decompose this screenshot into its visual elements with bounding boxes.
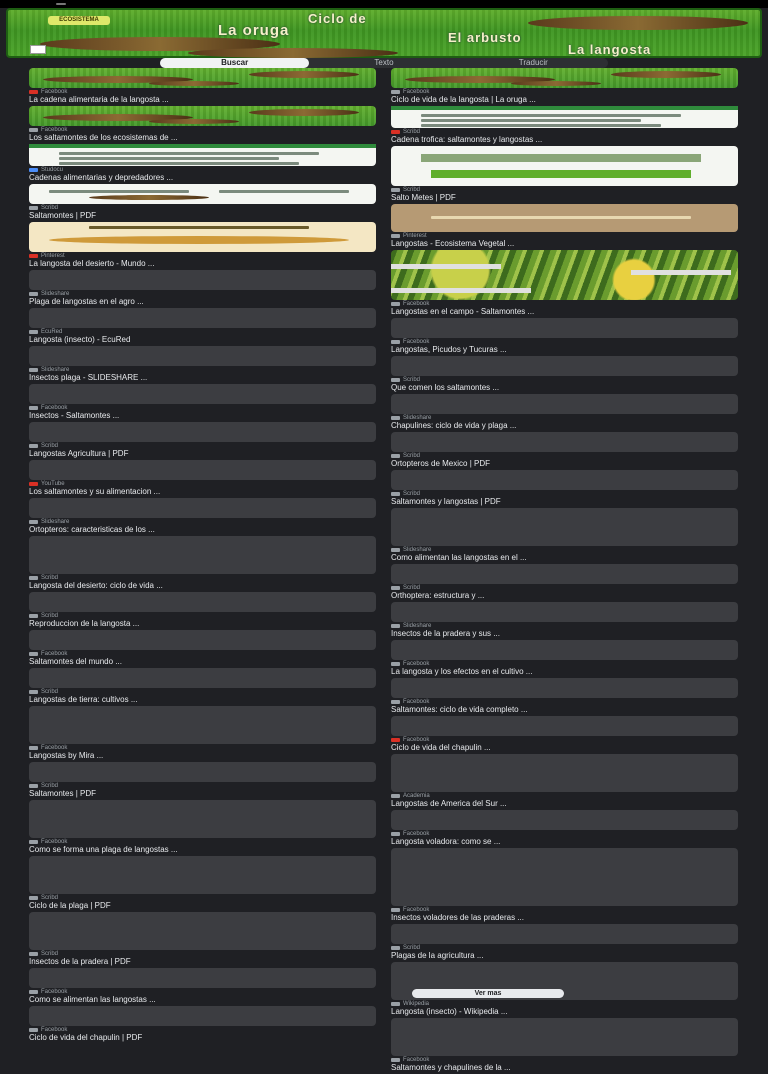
result-thumbnail[interactable] <box>391 754 738 792</box>
result-card[interactable] <box>391 678 738 714</box>
site-favicon-icon <box>391 416 400 420</box>
result-thumbnail[interactable] <box>391 470 738 490</box>
status-bar <box>0 0 768 8</box>
result-title[interactable]: La langosta del desierto - Mundo ... <box>29 259 155 268</box>
result-source-name: Scribd <box>403 377 421 383</box>
result-thumbnail[interactable] <box>29 762 376 782</box>
result-card[interactable] <box>29 384 376 420</box>
result-source-name: Scribd <box>41 205 59 211</box>
result-thumbnail[interactable] <box>391 924 738 944</box>
result-source-name: Academia <box>403 793 430 799</box>
result-thumbnail[interactable] <box>29 384 376 404</box>
result-title[interactable]: Como alimentan las langostas en el ... <box>391 553 527 562</box>
result-card[interactable] <box>391 106 738 144</box>
result-thumbnail[interactable] <box>29 592 376 612</box>
site-favicon-icon <box>391 700 400 704</box>
result-title[interactable]: Langosta voladora: como se ... <box>391 837 501 846</box>
site-favicon-icon <box>29 690 38 694</box>
result-card[interactable] <box>391 810 738 846</box>
result-source-name: Slideshare <box>403 415 432 421</box>
result-title[interactable]: Ciclo de vida de la langosta | La oruga ... <box>391 95 536 104</box>
site-favicon-icon <box>391 130 400 134</box>
result-title[interactable]: Plaga de langostas en el agro ... <box>29 297 144 306</box>
hero-chip <box>30 45 46 54</box>
result-card[interactable] <box>391 754 738 808</box>
result-thumbnail[interactable] <box>29 270 376 290</box>
result-source-name: Scribd <box>403 585 421 591</box>
result-title[interactable]: Como se alimentan las langostas ... <box>29 995 156 1004</box>
result-title[interactable]: Ortopteros: caracteristicas de los ... <box>29 525 155 534</box>
result-card[interactable] <box>391 68 738 104</box>
thumb-locust-shape <box>511 81 601 86</box>
result-card[interactable] <box>391 146 738 202</box>
result-title[interactable]: Langosta del desierto: ciclo de vida ... <box>29 581 163 590</box>
thumb-text-line <box>421 119 641 122</box>
site-favicon-icon <box>391 794 400 798</box>
site-favicon-icon <box>29 482 38 486</box>
thumb-text-line <box>59 152 319 155</box>
site-favicon-icon <box>391 662 400 666</box>
result-thumbnail[interactable] <box>391 678 738 698</box>
result-thumbnail[interactable] <box>29 222 376 252</box>
result-title[interactable]: Saltamontes y chapulines de la ... <box>391 1063 511 1072</box>
result-card[interactable] <box>29 184 376 220</box>
result-thumbnail[interactable] <box>391 508 738 546</box>
result-source-name: Slideshare <box>41 519 70 525</box>
result-card[interactable] <box>29 762 376 798</box>
result-card[interactable] <box>391 640 738 676</box>
result-card[interactable] <box>29 270 376 306</box>
result-title[interactable]: Que comen los saltamontes ... <box>391 383 500 392</box>
result-thumbnail[interactable] <box>391 810 738 830</box>
result-source-name: Scribd <box>41 575 59 581</box>
result-source-name: Facebook <box>403 661 430 667</box>
result-source-name: Slideshare <box>403 547 432 553</box>
result-title[interactable]: Langosta (insecto) - Wikipedia ... <box>391 1007 508 1016</box>
result-thumbnail[interactable] <box>29 422 376 442</box>
result-title[interactable]: Insectos plaga - SLIDESHARE ... <box>29 373 148 382</box>
result-source-name: Scribd <box>403 187 421 193</box>
thumb-text-line <box>421 114 681 117</box>
result-thumbnail[interactable] <box>29 968 376 988</box>
result-source-name: Scribd <box>41 443 59 449</box>
result-title[interactable]: Langostas en el campo - Saltamontes ... <box>391 307 535 316</box>
result-card[interactable] <box>391 848 738 922</box>
result-card[interactable] <box>391 508 738 562</box>
result-title[interactable]: Insectos - Saltamontes ... <box>29 411 120 420</box>
thumb-grasshopper-shape <box>249 109 359 116</box>
site-favicon-icon <box>29 652 38 656</box>
result-title[interactable]: Insectos voladores de las praderas ... <box>391 913 524 922</box>
result-title[interactable]: Insectos de la pradera | PDF <box>29 957 131 966</box>
tab-traducir[interactable]: Traducir <box>518 58 548 67</box>
thumb-text-line <box>431 216 691 219</box>
result-title[interactable]: Langostas, Picudos y Tucuras ... <box>391 345 507 354</box>
result-title[interactable]: Saltamontes | PDF <box>29 789 96 798</box>
result-card[interactable] <box>29 536 376 590</box>
result-source-name: Slideshare <box>41 367 70 373</box>
tab-texto[interactable]: Texto <box>374 58 394 67</box>
site-favicon-icon <box>391 548 400 552</box>
thumb-caption-band <box>391 264 501 269</box>
result-source-name: Scribd <box>41 613 59 619</box>
result-title[interactable]: Langostas de America del Sur ... <box>391 799 507 808</box>
result-title[interactable]: Reproduccion de la langosta ... <box>29 619 140 628</box>
result-source-name: Facebook <box>41 89 68 95</box>
result-thumbnail[interactable] <box>29 498 376 518</box>
result-title[interactable]: Saltamontes | PDF <box>29 211 96 220</box>
result-card[interactable] <box>29 1006 376 1042</box>
result-source-name: Pinterest <box>41 253 65 259</box>
site-favicon-icon <box>29 330 38 334</box>
result-title[interactable]: Plagas de la agricultura ... <box>391 951 484 960</box>
site-favicon-icon <box>29 746 38 750</box>
result-source-name: Facebook <box>403 907 430 913</box>
site-favicon-icon <box>29 576 38 580</box>
results-column-left <box>29 68 376 1044</box>
result-card[interactable] <box>29 592 376 628</box>
hero-text-2: La oruga <box>218 22 290 39</box>
result-title[interactable]: Langosta (insecto) - EcuRed <box>29 335 131 344</box>
result-source-name: Scribd <box>403 453 421 459</box>
thumb-text-line <box>59 162 299 165</box>
result-thumbnail[interactable] <box>29 668 376 688</box>
thumb-caption-band <box>391 288 531 293</box>
result-thumbnail[interactable] <box>391 106 738 128</box>
site-favicon-icon <box>391 946 400 950</box>
result-title[interactable]: Langostas de tierra: cultivos ... <box>29 695 138 704</box>
result-source-name: Facebook <box>403 89 430 95</box>
thumb-locust-shape <box>149 119 239 124</box>
result-thumbnail[interactable] <box>391 250 738 300</box>
result-thumbnail[interactable] <box>29 912 376 950</box>
tab-buscar[interactable]: Buscar <box>160 58 309 68</box>
thumb-chart-band <box>421 154 701 162</box>
result-card[interactable] <box>29 106 376 142</box>
site-favicon-icon <box>391 234 400 238</box>
result-card[interactable] <box>391 716 738 752</box>
thumb-grasshopper-shape <box>611 71 721 78</box>
site-favicon-icon <box>391 90 400 94</box>
thumb-header-band <box>391 106 738 110</box>
result-source-name: Scribd <box>41 895 59 901</box>
result-card[interactable] <box>29 460 376 496</box>
result-title[interactable]: Ciclo de la plaga | PDF <box>29 901 111 910</box>
result-thumbnail[interactable] <box>29 308 376 328</box>
thumb-text-line <box>49 190 189 193</box>
site-favicon-icon <box>29 520 38 524</box>
site-favicon-icon <box>391 492 400 496</box>
result-source-name: Facebook <box>403 339 430 345</box>
result-card[interactable] <box>391 470 738 506</box>
result-source-name: Scribd <box>41 783 59 789</box>
result-card[interactable] <box>29 630 376 666</box>
result-title[interactable]: Saltamontes del mundo ... <box>29 657 122 666</box>
thumb-grasshopper-shape <box>249 71 359 78</box>
site-favicon-icon <box>391 302 400 306</box>
result-card[interactable] <box>391 602 738 638</box>
result-card[interactable] <box>391 394 738 430</box>
result-card[interactable] <box>391 318 738 354</box>
result-title[interactable]: Como se forma una plaga de langostas ... <box>29 845 178 854</box>
thumb-text-line <box>421 124 661 127</box>
result-card[interactable] <box>29 706 376 760</box>
site-favicon-icon <box>29 444 38 448</box>
thumb-text-line <box>59 157 279 160</box>
result-thumbnail[interactable] <box>391 204 738 232</box>
result-thumbnail[interactable] <box>29 346 376 366</box>
result-card[interactable] <box>29 498 376 534</box>
result-title[interactable]: Salto Metes | PDF <box>391 193 456 202</box>
site-favicon-icon <box>29 614 38 618</box>
result-card[interactable] <box>29 912 376 966</box>
hero-locust-shape <box>188 48 398 58</box>
result-card[interactable] <box>391 250 738 316</box>
result-source-name: Facebook <box>41 745 68 751</box>
result-thumbnail[interactable] <box>391 848 738 906</box>
result-title[interactable]: Langostas - Ecosistema Vegetal ... <box>391 239 515 248</box>
result-thumbnail[interactable] <box>29 460 376 480</box>
result-thumbnail[interactable] <box>29 630 376 650</box>
result-thumbnail[interactable] <box>391 716 738 736</box>
result-card[interactable] <box>29 68 376 104</box>
result-source-name: Facebook <box>41 1027 68 1033</box>
result-source-name: Facebook <box>403 301 430 307</box>
result-card[interactable] <box>391 432 738 468</box>
result-source-name: Facebook <box>41 651 68 657</box>
lens-tabs <box>160 58 608 68</box>
site-favicon-icon <box>29 254 38 258</box>
site-favicon-icon <box>29 206 38 210</box>
result-thumbnail[interactable] <box>29 856 376 894</box>
result-source-name: Facebook <box>403 737 430 743</box>
result-thumbnail[interactable] <box>391 432 738 452</box>
thumb-chart-band <box>431 170 691 178</box>
result-thumbnail[interactable] <box>391 68 738 88</box>
result-thumbnail[interactable] <box>29 68 376 88</box>
result-source-name: Studocu <box>41 167 64 173</box>
site-favicon-icon <box>29 896 38 900</box>
result-source-name: Scribd <box>41 689 59 695</box>
result-thumbnail[interactable] <box>29 800 376 838</box>
result-card[interactable] <box>29 968 376 1004</box>
result-source-name: Scribd <box>403 945 421 951</box>
site-favicon-icon <box>391 908 400 912</box>
result-source-name: Facebook <box>41 839 68 845</box>
result-thumbnail[interactable] <box>391 146 738 186</box>
site-favicon-icon <box>29 406 38 410</box>
result-thumbnail[interactable] <box>391 356 738 376</box>
site-favicon-icon <box>29 168 38 172</box>
result-title[interactable]: Los saltamontes y su alimentacion ... <box>29 487 161 496</box>
result-title[interactable]: Saltamontes: ciclo de vida completo ... <box>391 705 528 714</box>
result-card[interactable] <box>391 1018 738 1072</box>
result-thumbnail[interactable] <box>29 144 376 166</box>
thumb-header-band <box>29 144 376 148</box>
result-thumbnail[interactable] <box>29 536 376 574</box>
result-source-name: Facebook <box>403 1057 430 1063</box>
result-thumbnail[interactable] <box>391 1018 738 1056</box>
result-source-name: Facebook <box>403 699 430 705</box>
result-title[interactable]: La cadena alimentaria de la langosta ... <box>29 95 169 104</box>
result-card[interactable] <box>391 356 738 392</box>
site-favicon-icon <box>29 368 38 372</box>
site-favicon-icon <box>29 292 38 296</box>
site-favicon-icon <box>391 832 400 836</box>
result-title[interactable]: Cadenas alimentarias y depredadores ... <box>29 173 174 182</box>
result-source-name: Pinterest <box>403 233 427 239</box>
status-indicator <box>56 3 66 5</box>
result-card[interactable] <box>391 924 738 960</box>
result-thumbnail[interactable] <box>391 564 738 584</box>
result-thumbnail[interactable] <box>29 106 376 126</box>
result-source-name: Facebook <box>41 405 68 411</box>
hero-text-4: La langosta <box>568 42 652 57</box>
result-card[interactable] <box>29 800 376 854</box>
site-favicon-icon <box>29 784 38 788</box>
site-favicon-icon <box>29 1028 38 1032</box>
result-source-name: Slideshare <box>403 623 432 629</box>
result-card[interactable] <box>29 668 376 704</box>
more-results-button[interactable]: Ver mas <box>412 989 564 998</box>
result-title[interactable]: Orthoptera: estructura y ... <box>391 591 485 600</box>
result-source-name: Facebook <box>403 831 430 837</box>
result-title[interactable]: Saltamontes y langostas | PDF <box>391 497 501 506</box>
result-title[interactable]: Cadena trofica: saltamontes y langostas ... <box>391 135 543 144</box>
thumb-title-line <box>89 226 309 229</box>
site-favicon-icon <box>391 454 400 458</box>
site-favicon-icon <box>391 624 400 628</box>
result-card[interactable] <box>391 564 738 600</box>
site-favicon-icon <box>391 188 400 192</box>
result-title[interactable]: Ortopteros de Mexico | PDF <box>391 459 490 468</box>
site-favicon-icon <box>391 340 400 344</box>
result-thumbnail[interactable] <box>29 184 376 204</box>
result-source-name: YouTube <box>41 481 65 487</box>
result-card[interactable] <box>29 856 376 910</box>
query-image[interactable] <box>6 8 762 58</box>
result-title[interactable]: Insectos de la pradera y sus ... <box>391 629 500 638</box>
result-title[interactable]: Los saltamontes de los ecosistemas de ... <box>29 133 178 142</box>
result-title[interactable]: La langosta y los efectos en el cultivo ... <box>391 667 533 676</box>
result-source-name: EcuRed <box>41 329 63 335</box>
result-card[interactable] <box>29 222 376 268</box>
site-favicon-icon <box>29 990 38 994</box>
result-thumbnail[interactable] <box>391 394 738 414</box>
thumb-caption-band <box>631 270 731 275</box>
result-thumbnail[interactable] <box>391 318 738 338</box>
site-favicon-icon <box>391 378 400 382</box>
result-card[interactable] <box>391 204 738 248</box>
result-thumbnail[interactable] <box>391 640 738 660</box>
result-source-name: Facebook <box>41 127 68 133</box>
result-thumbnail[interactable] <box>29 1006 376 1026</box>
hero-grasshopper-shape <box>528 16 748 30</box>
result-source-name: Facebook <box>41 989 68 995</box>
result-title[interactable]: Langostas Agricultura | PDF <box>29 449 129 458</box>
result-title[interactable]: Ciclo de vida del chapulin | PDF <box>29 1033 143 1042</box>
site-favicon-icon <box>29 90 38 94</box>
hero-text-1: Ciclo de <box>308 11 367 26</box>
site-favicon-icon <box>29 840 38 844</box>
site-favicon-icon <box>29 128 38 132</box>
result-thumbnail[interactable] <box>29 706 376 744</box>
thumb-locust-shape <box>149 81 239 86</box>
thumb-text-line <box>219 190 349 193</box>
result-title[interactable]: Ciclo de vida del chapulin ... <box>391 743 491 752</box>
result-title[interactable]: Chapulines: ciclo de vida y plaga ... <box>391 421 517 430</box>
result-source-name: Wikipedia <box>403 1001 430 1007</box>
thumb-insect-shape <box>89 195 209 200</box>
result-card[interactable] <box>29 422 376 458</box>
result-thumbnail[interactable] <box>391 602 738 622</box>
results-column-right <box>391 68 738 1074</box>
site-favicon-icon <box>391 738 400 742</box>
result-source-name: Scribd <box>403 491 421 497</box>
result-title[interactable]: Langostas by Mira ... <box>29 751 104 760</box>
result-card[interactable] <box>29 346 376 382</box>
hero-tag: ECOSISTEMA <box>48 16 110 25</box>
result-source-name: Slideshare <box>41 291 70 297</box>
site-favicon-icon <box>29 952 38 956</box>
site-favicon-icon <box>391 1002 400 1006</box>
result-card[interactable] <box>29 308 376 344</box>
result-source-name: Scribd <box>403 129 421 135</box>
result-source-name: Scribd <box>41 951 59 957</box>
result-card[interactable] <box>29 144 376 182</box>
hero-text-3: El arbusto <box>448 30 522 45</box>
site-favicon-icon <box>391 586 400 590</box>
thumb-illustration <box>49 236 349 244</box>
site-favicon-icon <box>391 1058 400 1062</box>
